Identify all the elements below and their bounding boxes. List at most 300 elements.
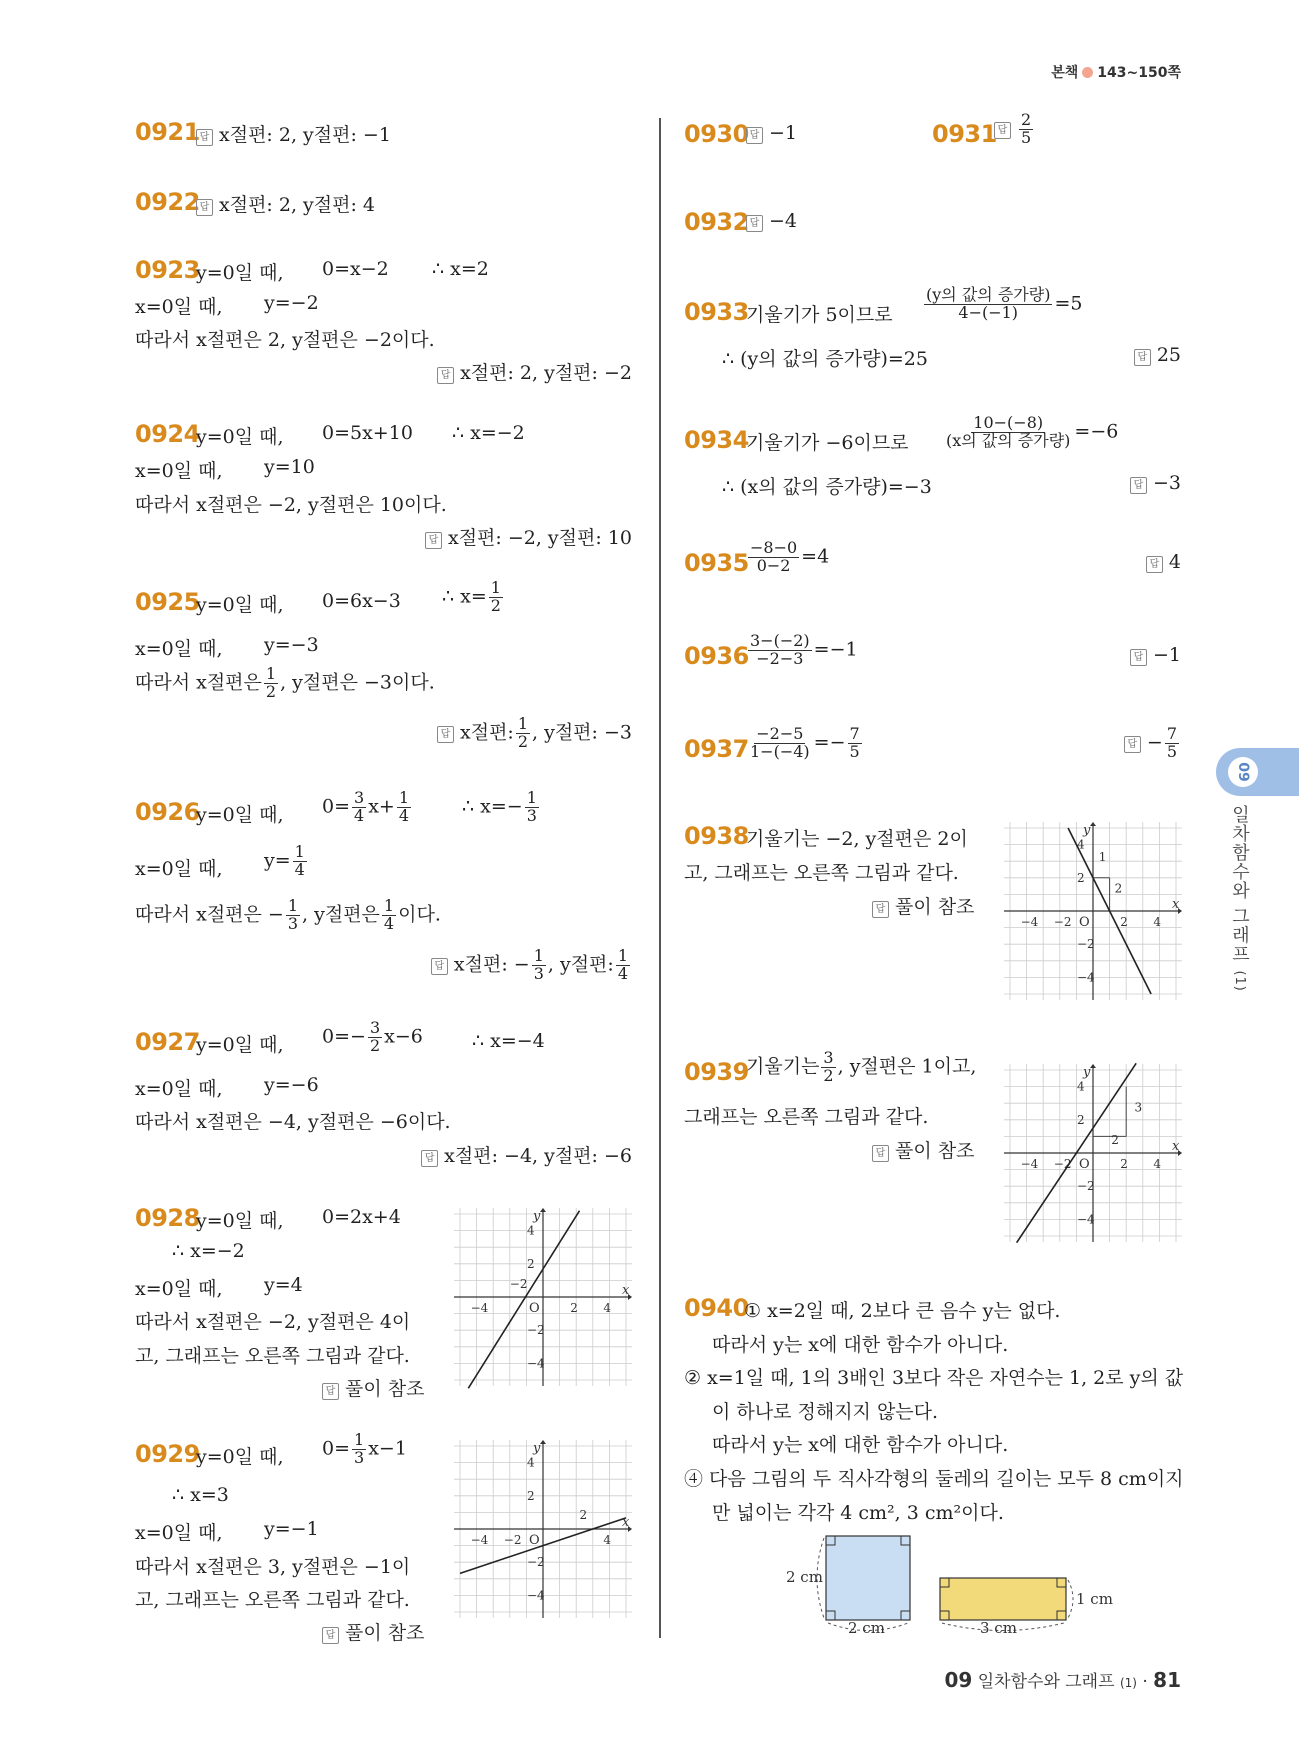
numerator: 1: [533, 946, 544, 965]
problem-number: 0921: [135, 118, 200, 146]
answer-text: x절편: −2, y절편: 10: [447, 527, 632, 549]
fraction: [748, 633, 812, 668]
fraction: [924, 287, 1052, 322]
tick-label: 4: [1077, 1079, 1085, 1094]
text: 따라서 x절편은: [135, 671, 262, 694]
fraction: [1165, 726, 1179, 761]
rectangle-shape: [940, 1578, 1066, 1620]
denominator: 4−(−1): [958, 302, 1019, 322]
denominator: 3: [533, 963, 544, 983]
answer-icon: 답: [994, 122, 1011, 139]
rect-side-arc: [1068, 1580, 1073, 1618]
solution-line: ∴ x=−4: [472, 1030, 545, 1052]
numerator: 3−(−2): [750, 631, 810, 650]
solution-line: x=0일 때,: [135, 296, 223, 318]
solution-line: 기울기가 5이므로: [746, 304, 893, 326]
fraction: [1019, 112, 1033, 147]
numerator: 1: [294, 842, 305, 861]
text: 일차함수와 그래프: [1229, 805, 1250, 964]
fraction: [848, 726, 862, 761]
problem-number: 0923: [135, 256, 200, 284]
text: −: [1146, 731, 1163, 754]
book-label: 본책: [1051, 65, 1079, 81]
solution-line: [442, 580, 505, 615]
denominator: 4: [294, 859, 305, 879]
solution-line: ∴ (x의 값의 증가량)=−3: [722, 476, 932, 498]
problem-number: 0938: [684, 822, 749, 850]
origin-label: O: [529, 1533, 540, 1548]
origin-label: O: [1079, 1157, 1090, 1172]
denominator: 4: [398, 805, 410, 825]
denominator: 2: [490, 595, 501, 615]
problem-number: 0933: [684, 298, 749, 326]
tick-label: 2: [1077, 1112, 1085, 1127]
y-axis-arrow: [1090, 822, 1096, 826]
solution-line: y=0일 때,: [196, 1034, 284, 1056]
answer: [322, 1618, 424, 1645]
answer-icon: 답: [872, 1145, 889, 1162]
answer: [1134, 344, 1181, 366]
fraction: [748, 540, 799, 575]
tick-label: 2: [570, 1301, 578, 1315]
text: x−6: [384, 1025, 423, 1048]
denominator: −2−3: [756, 648, 804, 668]
point-label: 2: [1114, 881, 1123, 896]
numerator: 1: [287, 896, 299, 915]
tick-label: 4: [603, 1533, 612, 1547]
solution-line: 그래프는 오른쪽 그림과 같다.: [684, 1106, 929, 1128]
fraction: [352, 790, 366, 825]
answer: [196, 120, 391, 147]
solution-line: 따라서 y는 x에 대한 함수가 아니다.: [712, 1334, 1009, 1356]
numerator: 1: [490, 578, 501, 597]
tick-label: −2: [1053, 915, 1072, 929]
solution-line: y=0일 때,: [196, 804, 284, 826]
square-bottom-label: 2 cm: [848, 1619, 885, 1637]
text: 따라서 x절편은 −: [135, 903, 284, 926]
answer-text: x절편: 2, y절편: −2: [460, 362, 632, 384]
text: (1): [1232, 970, 1247, 992]
text: =−1: [813, 638, 858, 661]
tick-label: 4: [527, 1455, 535, 1470]
solution-line: [322, 1020, 423, 1055]
tick-label: 4: [1153, 915, 1162, 929]
numerator: −8−0: [750, 538, 798, 557]
problem-number: 0929: [135, 1440, 200, 1468]
denominator: 2: [823, 1065, 834, 1085]
page-range: 143~150쪽: [1097, 65, 1181, 81]
numerator: 3: [369, 1018, 381, 1037]
chapter-side-tab: [1216, 748, 1299, 796]
solution-line: x=0일 때,: [135, 1078, 223, 1100]
footer-part: (1): [1119, 1676, 1137, 1690]
column-divider: [659, 118, 661, 1638]
solution-line: y=10: [264, 456, 315, 478]
solution-line: ② x=1일 때, 1의 3배인 3보다 작은 자연수는 1, 2로 y의 값: [684, 1367, 1184, 1389]
solution-line: 기울기가 −6이므로: [746, 432, 909, 454]
denominator: 2: [517, 731, 529, 751]
tick-label: −4: [527, 1588, 545, 1603]
point-label: −2: [509, 1276, 528, 1291]
answer-icon: 답: [872, 901, 889, 918]
solution-line: [746, 633, 858, 668]
solution-line: 따라서 x절편은 2, y절편은 −2이다.: [135, 329, 435, 351]
text: x−1: [368, 1437, 407, 1460]
solution-line: 0=2x+4: [322, 1206, 401, 1228]
solution-line: 고, 그래프는 오른쪽 그림과 같다.: [135, 1589, 410, 1611]
text: 0=: [322, 795, 351, 818]
denominator: 1−(−4): [750, 741, 810, 761]
solution-line: y=0일 때,: [196, 426, 284, 448]
tick-label: −2: [503, 1533, 522, 1547]
solution-line: x=0일 때,: [135, 1278, 223, 1300]
numerator: 1: [354, 1430, 365, 1449]
tick-label: 2: [1077, 870, 1085, 885]
fraction: [368, 1020, 382, 1055]
text: , y절편:: [547, 953, 614, 976]
solution-line: ∴ x=3: [172, 1484, 229, 1506]
answer-icon: 답: [1130, 649, 1147, 666]
answer: [437, 716, 632, 751]
numerator: 1: [265, 664, 277, 683]
square-side-label: 2 cm: [786, 1568, 823, 1586]
problem-number: 0940: [684, 1294, 749, 1322]
tick-label: −4: [470, 1533, 489, 1547]
solution-line: [322, 790, 413, 825]
tick-label: 4: [1153, 1157, 1162, 1171]
answer: [421, 1141, 632, 1168]
solution-line: y=−2: [264, 292, 319, 314]
problem-number: 0931: [932, 120, 997, 148]
problem-number: 0924: [135, 420, 200, 448]
answer-icon: 답: [437, 367, 454, 384]
tick-label: −4: [1020, 1157, 1039, 1171]
answer: [437, 358, 632, 385]
numerator: 1: [517, 714, 529, 733]
answer: [1124, 726, 1181, 761]
fraction: [397, 790, 411, 825]
solution-line: x=0일 때,: [135, 460, 223, 482]
function-line: [468, 1211, 579, 1389]
answer: [322, 1374, 424, 1401]
answer-text: −1: [1152, 644, 1181, 666]
answer-text: −3: [1152, 472, 1181, 494]
answer-text: x절편: −4, y절편: −6: [444, 1145, 632, 1167]
solution-line: y=0일 때,: [196, 262, 284, 284]
point-label: 3: [1134, 1100, 1143, 1115]
problem-number: 0922: [135, 188, 200, 216]
solution-line: [462, 790, 541, 825]
denominator: 3: [526, 805, 537, 825]
text: 이다.: [398, 903, 441, 926]
y-axis-label: y: [533, 1209, 541, 1224]
denominator: 5: [849, 741, 860, 761]
numerator: 7: [1166, 724, 1177, 743]
answer-icon: 답: [421, 1150, 438, 1167]
rect-side-label: 1 cm: [1076, 1590, 1113, 1608]
text: ∴ x=: [442, 585, 487, 608]
text: =5: [1054, 292, 1083, 315]
origin-label: O: [1079, 915, 1090, 930]
square-shape: [826, 1536, 910, 1620]
chapter-number: 09: [1228, 757, 1258, 787]
origin-label: O: [529, 1301, 540, 1316]
answer: [1130, 644, 1181, 666]
solution-line: ∴ x=−2: [172, 1240, 245, 1262]
fraction: [382, 898, 396, 933]
solution-line: ④ 다음 그림의 두 직사각형의 둘레의 길이는 모두 8 cm이지: [684, 1468, 1184, 1490]
solution-line: 이 하나로 정해지지 않는다.: [712, 1401, 939, 1423]
text: x절편: −: [453, 953, 530, 976]
answer-icon: 답: [1134, 349, 1151, 366]
text: 0=−: [322, 1025, 366, 1048]
solution-line: [746, 1050, 976, 1085]
text: 0=: [322, 1437, 351, 1460]
answer-text: 풀이 참조: [895, 896, 975, 918]
dot-icon: [1082, 67, 1093, 78]
fraction: [516, 716, 530, 751]
solution-line: [922, 287, 1082, 322]
solution-line: 0=x−2: [322, 258, 389, 280]
y-axis-arrow: [1090, 1064, 1096, 1068]
problem-number: 0925: [135, 588, 200, 616]
tick-label: 4: [527, 1223, 535, 1238]
solution-line: y=−1: [264, 1518, 319, 1540]
tick-label: 4: [603, 1301, 612, 1315]
answer-icon: 답: [1146, 556, 1163, 573]
answer-text: 풀이 참조: [345, 1622, 425, 1644]
numerator: 3: [823, 1048, 834, 1067]
denominator: 3: [287, 913, 299, 933]
text: , y절편은 1이고,: [837, 1055, 977, 1078]
text: y=: [264, 849, 291, 872]
fraction: [352, 1432, 366, 1467]
text: =4: [801, 545, 830, 568]
fraction: [264, 666, 278, 701]
y-axis-arrow: [540, 1440, 546, 1444]
fraction: [748, 726, 812, 761]
solution-line: ∴ x=−2: [452, 422, 525, 444]
text: x절편:: [460, 721, 514, 744]
answer-text: x절편: 2, y절편: −1: [219, 124, 391, 146]
tick-label: −2: [527, 1555, 545, 1570]
problem-number: 0926: [135, 798, 200, 826]
answer-text: 4: [1168, 551, 1181, 573]
solution-line: [135, 666, 435, 701]
problem-number: 0930: [684, 120, 749, 148]
solution-line: x=0일 때,: [135, 1522, 223, 1544]
graph-0938: [1004, 822, 1182, 1000]
solution-line: [942, 415, 1118, 450]
answer: [872, 1136, 974, 1163]
solution-line: 고, 그래프는 오른쪽 그림과 같다.: [135, 1345, 410, 1367]
solution-line: ① x=2일 때, 2보다 큰 음수 y는 없다.: [744, 1300, 1061, 1322]
y-axis-label: y: [1083, 1065, 1091, 1080]
answer-text: 풀이 참조: [345, 1378, 425, 1400]
answer: [994, 112, 1035, 147]
text: , y절편은: [302, 903, 380, 926]
answer-icon: 답: [196, 129, 213, 146]
solution-line: y=0일 때,: [196, 594, 284, 616]
problem-number: 0937: [684, 735, 749, 763]
solution-line: 기울기는 −2, y절편은 2이: [746, 828, 968, 850]
denominator: 2: [369, 1035, 381, 1055]
answer-icon: 답: [746, 127, 763, 144]
point-label: 2: [1111, 1132, 1119, 1147]
denominator: 4: [354, 805, 365, 825]
solution-line: y=0일 때,: [196, 1210, 284, 1232]
solution-line: [746, 540, 829, 575]
fraction: [293, 844, 307, 879]
solution-line: 따라서 x절편은 3, y절편은 −1이: [135, 1556, 411, 1578]
solution-line: y=−6: [264, 1074, 319, 1096]
numerator: 1: [617, 946, 628, 965]
text: =−6: [1074, 420, 1119, 443]
numerator: −2−5: [756, 724, 804, 743]
graph-0939: [1004, 1064, 1182, 1242]
text: =−: [813, 731, 846, 754]
solution-line: 만 넓이는 각각 4 cm², 3 cm²이다.: [712, 1502, 1004, 1524]
answer-icon: 답: [196, 199, 213, 216]
tick-label: −2: [1053, 1157, 1072, 1171]
answer: [425, 523, 632, 550]
fraction: [525, 790, 539, 825]
numerator: 7: [849, 724, 860, 743]
solution-line: ∴ x=2: [432, 258, 489, 280]
problem-number: 0932: [684, 208, 749, 236]
problem-number: 0927: [135, 1028, 200, 1056]
answer: [1130, 472, 1181, 494]
solution-line: 고, 그래프는 오른쪽 그림과 같다.: [684, 862, 959, 884]
solution-line: x=0일 때,: [135, 858, 223, 880]
numerator: 3: [354, 788, 365, 807]
tick-label: 4: [1077, 837, 1085, 852]
problem-number: 0928: [135, 1204, 200, 1232]
solution-line: 0=6x−3: [322, 590, 401, 612]
solution-line: [264, 844, 309, 879]
tick-label: 2: [1120, 915, 1128, 929]
answer-text: −4: [769, 210, 798, 232]
denominator: 5: [1166, 741, 1177, 761]
denominator: 5: [1021, 127, 1032, 147]
denominator: (x의 값의 증가량): [946, 430, 1071, 450]
x-axis-label: x: [1172, 897, 1180, 912]
answer-icon: 답: [425, 532, 442, 549]
rectangles-figure: [780, 1528, 1113, 1638]
fraction: [944, 415, 1072, 450]
answer: [746, 122, 797, 144]
x-axis-label: x: [622, 1283, 630, 1298]
numerator: 2: [1021, 110, 1032, 129]
numerator: 1: [398, 788, 410, 807]
tick-label: 2: [527, 1488, 535, 1503]
answer-icon: 답: [1124, 736, 1141, 753]
solution-line: ∴ (y의 값의 증가량)=25: [722, 348, 928, 370]
solution-line: y=−3: [264, 634, 319, 656]
answer: [746, 210, 797, 232]
text: x+: [368, 795, 395, 818]
denominator: 4: [383, 913, 395, 933]
solution-line: 따라서 x절편은 −4, y절편은 −6이다.: [135, 1111, 451, 1133]
chapter-side-title: [1226, 805, 1252, 992]
answer: [1146, 551, 1181, 573]
tick-label: −4: [1077, 1212, 1095, 1227]
fraction: [616, 948, 630, 983]
tick-label: −2: [1077, 1179, 1095, 1194]
solution-line: [135, 898, 441, 933]
denominator: 0−2: [756, 555, 791, 575]
fraction: [489, 580, 503, 615]
graph-0928: [454, 1208, 632, 1386]
denominator: 2: [265, 681, 277, 701]
answer-icon: 답: [431, 958, 448, 975]
tick-label: −4: [527, 1356, 545, 1371]
solution-line: 따라서 x절편은 −2, y절편은 4이: [135, 1311, 411, 1333]
tick-label: −4: [1077, 970, 1095, 985]
solution-line: [746, 726, 864, 761]
denominator: 4: [617, 963, 628, 983]
denominator: 3: [354, 1447, 365, 1467]
solution-line: 따라서 x절편은 −2, y절편은 10이다.: [135, 494, 447, 516]
problem-number: 0936: [684, 642, 749, 670]
tick-label: 2: [527, 1256, 535, 1271]
answer-icon: 답: [437, 726, 454, 743]
answer: [872, 892, 974, 919]
footer-title: 일차함수와 그래프: [977, 1672, 1115, 1692]
problem-number: 0939: [684, 1058, 749, 1086]
tick-label: 2: [1120, 1157, 1128, 1171]
problem-number: 0935: [684, 549, 749, 577]
y-axis-label: y: [1083, 823, 1091, 838]
y-axis-label: y: [533, 1441, 541, 1456]
answer-icon: 답: [322, 1627, 339, 1644]
answer-text: x절편: 2, y절편: 4: [219, 194, 376, 216]
answer-text: 25: [1156, 344, 1181, 366]
solution-line: 따라서 y는 x에 대한 함수가 아니다.: [712, 1434, 1009, 1456]
point-label: 2: [579, 1508, 588, 1523]
tick-label: −4: [1020, 915, 1039, 929]
graph-0929: [454, 1440, 632, 1618]
y-axis-arrow: [540, 1208, 546, 1212]
solution-line: x=0일 때,: [135, 638, 223, 660]
rect-bottom-label: 3 cm: [980, 1619, 1017, 1637]
answer-text: −1: [769, 122, 798, 144]
numerator: 10−(−8): [973, 413, 1044, 432]
numerator: (y의 값의 증가량): [926, 285, 1051, 304]
answer-icon: 답: [1130, 477, 1147, 494]
answer-icon: 답: [322, 1383, 339, 1400]
text: , y절편: −3: [532, 721, 632, 744]
point-label: 1: [1098, 850, 1107, 865]
x-axis-label: x: [622, 1515, 630, 1530]
solution-line: 0=5x+10: [322, 422, 413, 444]
answer: [431, 948, 632, 983]
fraction: [821, 1050, 835, 1085]
answer-icon: 답: [746, 215, 763, 232]
tick-label: −2: [1077, 937, 1095, 952]
solution-line: y=4: [264, 1274, 303, 1296]
tick-label: −4: [470, 1301, 489, 1315]
page-number: 81: [1153, 1668, 1181, 1692]
numerator: 1: [383, 896, 395, 915]
problem-number: 0934: [684, 426, 749, 454]
fraction: [286, 898, 300, 933]
solution-line: [322, 1432, 407, 1467]
page-header: [1051, 62, 1181, 82]
fraction: [532, 948, 546, 983]
solution-line: y=0일 때,: [196, 1446, 284, 1468]
numerator: 1: [526, 788, 537, 807]
